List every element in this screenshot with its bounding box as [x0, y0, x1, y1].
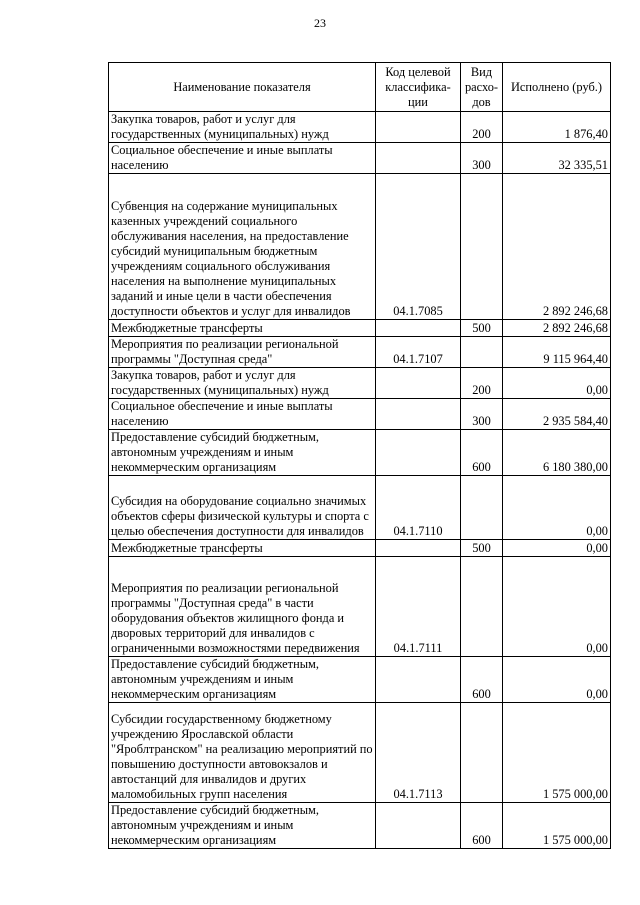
row-code: [376, 803, 461, 849]
row-code: [376, 399, 461, 430]
row-code: 04.1.7110: [376, 476, 461, 540]
header-code: Код целевой классифика-ции: [376, 63, 461, 112]
row-code: [376, 112, 461, 143]
header-sum: Исполнено (руб.): [503, 63, 611, 112]
row-sum: 1 575 000,00: [503, 703, 611, 803]
row-kind: [461, 337, 503, 368]
row-name: Предоставление субсидий бюджетным, автономным учреждениям и иным некоммерческим организациям: [109, 803, 376, 849]
table-row: [109, 657, 611, 703]
row-kind: [461, 557, 503, 657]
row-code: [376, 430, 461, 476]
page-number: 23: [314, 16, 326, 30]
row-kind: 200: [461, 112, 503, 143]
row-sum: 9 115 964,40: [503, 337, 611, 368]
row-sum: 32 335,51: [503, 143, 611, 174]
row-kind: 500: [461, 320, 503, 337]
row-sum: 0,00: [503, 557, 611, 657]
table-row: [109, 337, 611, 368]
row-kind: 300: [461, 143, 503, 174]
table-row: [109, 368, 611, 399]
row-name: Социальное обеспечение и иные выплаты населению: [109, 399, 376, 430]
row-name: Предоставление субсидий бюджетным, автономным учреждениям и иным некоммерческим организациям: [109, 657, 376, 703]
table-row: [109, 430, 611, 476]
row-sum: 0,00: [503, 540, 611, 557]
table-row: [109, 143, 611, 174]
row-sum: 6 180 380,00: [503, 430, 611, 476]
table-row: [109, 703, 611, 803]
row-name: Субсидии государственному бюджетному учреждению Ярославской области "Яроблтранском" на реализацию мероприятий по повышению доступности автовокзалов и автостанций для инвалидов и других маломобильных групп населения: [109, 703, 376, 803]
budget-table: [108, 62, 611, 849]
row-code: 04.1.7085: [376, 174, 461, 320]
row-kind: 600: [461, 803, 503, 849]
table-row: [109, 557, 611, 657]
row-name: Закупка товаров, работ и услуг для государственных (муниципальных) нужд: [109, 112, 376, 143]
row-sum: 0,00: [503, 368, 611, 399]
row-name: Закупка товаров, работ и услуг для государственных (муниципальных) нужд: [109, 368, 376, 399]
header-kind: Вид расхо-дов: [461, 63, 503, 112]
row-code: 04.1.7113: [376, 703, 461, 803]
header-name: Наименование показателя: [109, 63, 376, 112]
row-kind: 600: [461, 430, 503, 476]
row-kind: 200: [461, 368, 503, 399]
table-row: [109, 174, 611, 320]
row-name: Межбюджетные трансферты: [109, 540, 376, 557]
row-sum: 2 935 584,40: [503, 399, 611, 430]
row-kind: [461, 174, 503, 320]
row-kind: [461, 476, 503, 540]
row-code: [376, 657, 461, 703]
row-name: Субсидия на оборудование социально значимых объектов сферы физической культуры и спорта с целью обеспечения доступности для инвалидов: [109, 476, 376, 540]
row-kind: 500: [461, 540, 503, 557]
row-kind: [461, 703, 503, 803]
row-sum: 1 876,40: [503, 112, 611, 143]
row-code: [376, 540, 461, 557]
row-sum: 0,00: [503, 657, 611, 703]
row-name: Социальное обеспечение и иные выплаты населению: [109, 143, 376, 174]
row-name: Межбюджетные трансферты: [109, 320, 376, 337]
row-code: [376, 368, 461, 399]
row-kind: 600: [461, 657, 503, 703]
table-header-row: [109, 63, 611, 112]
row-sum: 0,00: [503, 476, 611, 540]
row-code: 04.1.7107: [376, 337, 461, 368]
table-row: [109, 803, 611, 849]
table-row: [109, 540, 611, 557]
row-name: Мероприятия по реализации региональной программы "Доступная среда": [109, 337, 376, 368]
row-kind: 300: [461, 399, 503, 430]
table-row: [109, 476, 611, 540]
table-row: [109, 112, 611, 143]
row-sum: 1 575 000,00: [503, 803, 611, 849]
row-sum: 2 892 246,68: [503, 320, 611, 337]
row-code: [376, 143, 461, 174]
row-name: Мероприятия по реализации региональной программы "Доступная среда" в части оборудования объектов жилищного фонда и дворовых территорий для инвалидов с ограниченными возможностями передвижения: [109, 557, 376, 657]
row-code: [376, 320, 461, 337]
row-name: Субвенция на содержание муниципальных казенных учреждений социального обслуживания населения, на предоставление субсидий муниципальным бюджетным учреждениям социального обслуживания населения на выполнение муниципальных заданий и иные цели в части обеспечения доступности объектов и услуг для инвалидов: [109, 174, 376, 320]
row-sum: 2 892 246,68: [503, 174, 611, 320]
row-code: 04.1.7111: [376, 557, 461, 657]
table-row: [109, 399, 611, 430]
table-row: [109, 320, 611, 337]
row-name: Предоставление субсидий бюджетным, автономным учреждениям и иным некоммерческим организациям: [109, 430, 376, 476]
